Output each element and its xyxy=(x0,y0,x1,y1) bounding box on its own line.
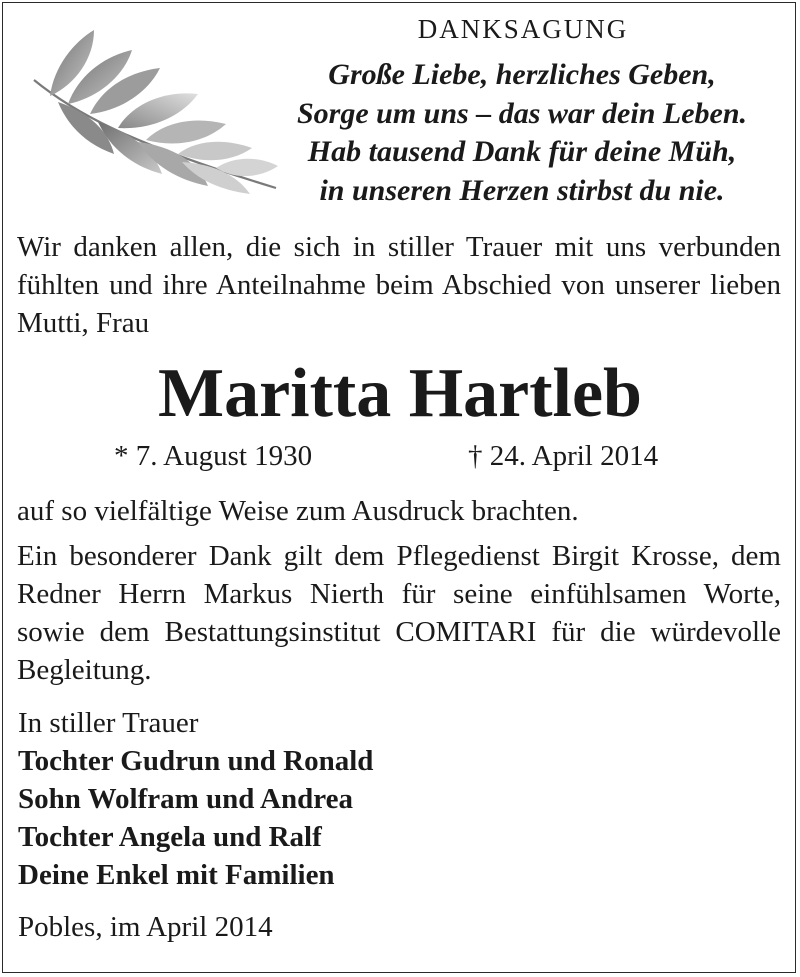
verse-line: in unseren Herzen stirbst du nie. xyxy=(319,173,725,207)
mourning-label: In stiller Trauer xyxy=(18,707,199,739)
olive-branch-icon xyxy=(28,28,280,200)
verse-line: Hab tausend Dank für deine Müh, xyxy=(307,135,737,168)
intro-paragraph: Wir danken allen, die sich in stiller Trauer mit uns verbunden fühlten und ihre Anteilnahme beim Abschied von unserer lieben Mutti, Frau xyxy=(17,231,781,339)
closing-line: auf so vielfältige Weise zum Ausdruck brachten. xyxy=(17,495,579,527)
verse xyxy=(262,56,782,210)
thanks-paragraph: Ein besonderer Dank gilt dem Pflegedienst Birgit Krosse, dem Redner Herrn Markus Nierth für seine einfühlsamen Worte, sowie dem Bestattungsinstitut COMITARI für die würdevolle Begleitung. xyxy=(17,540,781,686)
deceased-name: Maritta Hartleb xyxy=(158,355,642,432)
verse-line: Große Liebe, herzliches Geben, xyxy=(328,58,716,91)
family-list xyxy=(18,742,718,894)
family-member: Sohn Wolfram und Andrea xyxy=(18,783,353,815)
family-member: Tochter Gudrun und Ronald xyxy=(18,745,374,777)
verse-line: Sorge um uns – das war dein Leben. xyxy=(296,96,748,130)
place-date: Pobles, im April 2014 xyxy=(18,911,273,943)
birth-date: * 7. August 1930 xyxy=(114,440,313,472)
death-date: † 24. April 2014 xyxy=(468,440,659,472)
notice-heading: DANKSAGUNG xyxy=(417,14,629,44)
family-member: Deine Enkel mit Familien xyxy=(18,859,335,891)
family-member: Tochter Angela und Ralf xyxy=(18,821,322,853)
